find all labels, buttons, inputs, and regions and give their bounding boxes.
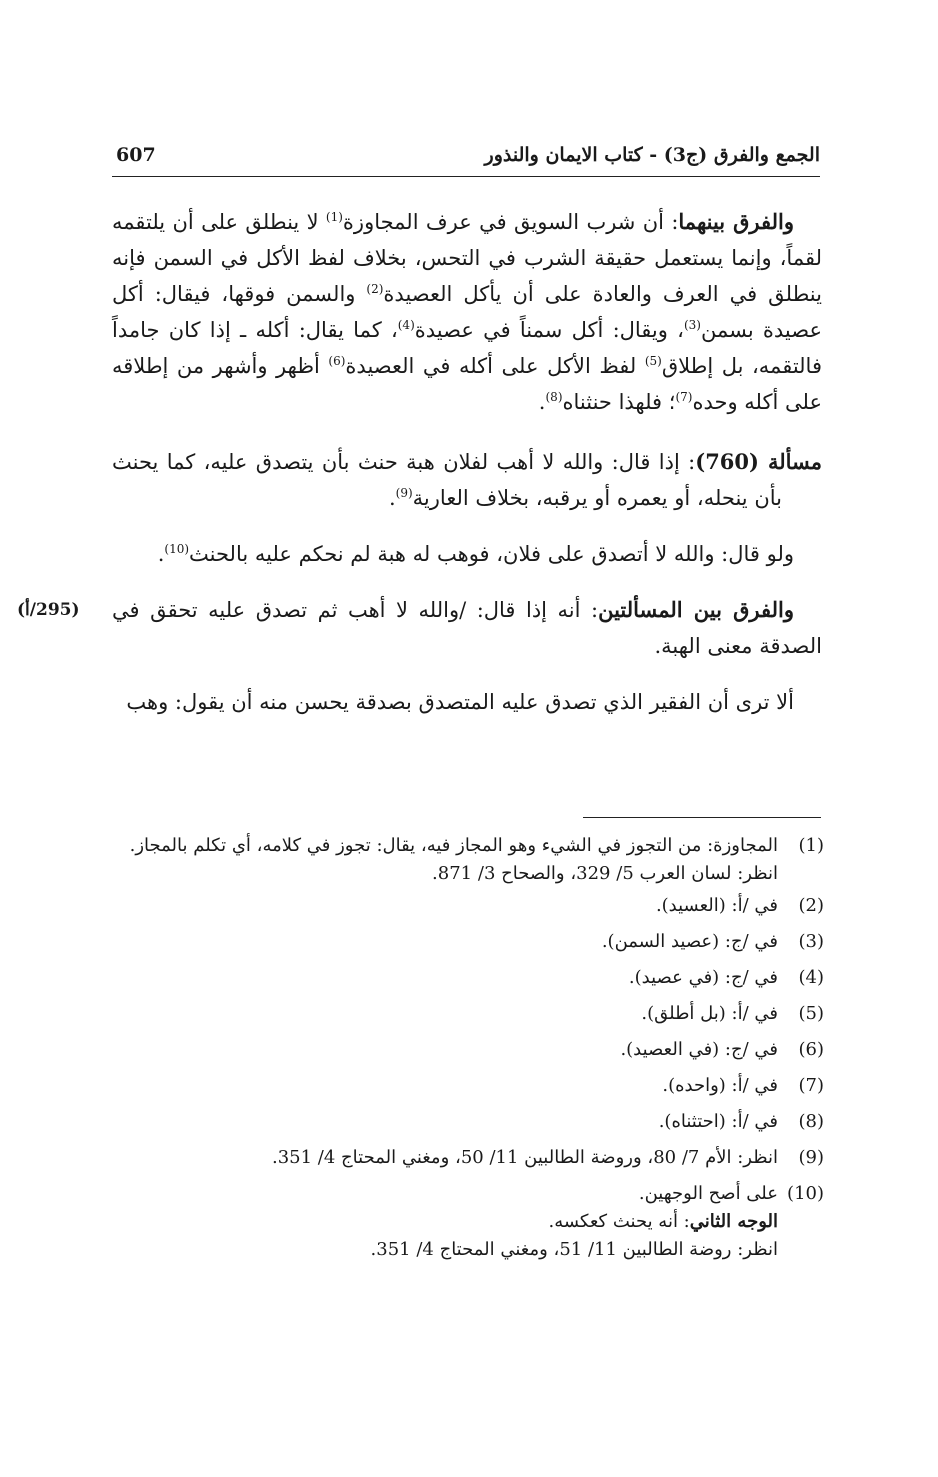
footnote-ref-7[interactable]: (7) xyxy=(675,390,693,404)
footnote-number-text: (5) xyxy=(798,1003,824,1024)
footnote-number xyxy=(778,1032,824,1068)
footnote-number xyxy=(778,832,824,888)
footnote-ref-8[interactable]: (8) xyxy=(545,390,563,404)
footnote-body: في /ج: (في العصيد). xyxy=(620,1039,778,1060)
footnote-ref-10[interactable]: (10) xyxy=(164,542,190,556)
paragraph-counter-case xyxy=(112,536,822,572)
footnote-number xyxy=(778,996,824,1032)
footnote-4 xyxy=(112,960,824,996)
footnote-number-text: (8) xyxy=(798,1111,824,1132)
footnote-3 xyxy=(112,924,824,960)
footnote-number xyxy=(778,1140,824,1176)
footnote-body: في /أ: (بل أطلق). xyxy=(641,1003,778,1024)
footnote-1 xyxy=(112,828,824,888)
footnote-text: المجاوزة: من التجوز في الشيء وهو المجاز فيه، يقال: تجوز في كلامه، أي تكلم بالمجاز. xyxy=(129,835,778,856)
footnote-body: في /أ: (واحده). xyxy=(662,1075,778,1096)
footnote-ref-5[interactable]: (5) xyxy=(644,354,662,368)
footnote-7 xyxy=(112,1068,824,1104)
footnote-number-text: (10) xyxy=(787,1183,824,1204)
footnote-ref-4[interactable]: (4) xyxy=(397,318,415,332)
footnote-body: في /ج: (عصيد السمن). xyxy=(601,931,778,952)
footnote-body xyxy=(112,1180,778,1264)
text-run: ، ويقال: أكل سمناً في عصيدة xyxy=(414,318,684,342)
footnote-6 xyxy=(112,1032,824,1068)
footnote-ref-1[interactable]: (1) xyxy=(325,210,343,224)
text-run: : أنه إذا قال: /والله لا أهب ثم تصدق عليه تحقق في الصدقة معنى الهبة. xyxy=(112,598,822,658)
bold-lead: والفرق بينهما xyxy=(678,209,794,234)
footnote-separator xyxy=(583,817,821,818)
footnote-number-text: (3) xyxy=(798,931,824,952)
text-run: . xyxy=(388,486,396,510)
text-run: والسمن فوقها، فيقال: أكل عصيدة بسمن xyxy=(112,282,823,342)
footnote-number-text: (7) xyxy=(798,1075,824,1096)
footnote-8 xyxy=(112,1104,824,1140)
footnote-body: في /ج: (في عصيد). xyxy=(628,967,778,988)
footnote-reference: انظر: لسان العرب 5/ 329، والصحاح 3/ 871. xyxy=(432,863,778,884)
footnote-body: في /أ: (العسيد). xyxy=(655,895,778,916)
paragraph-difference-2 xyxy=(17,592,822,664)
footnote-body xyxy=(112,832,778,888)
text-run: أظهر وأشهر من إطلاقه على أكله وحده xyxy=(112,354,822,414)
text-run: ولو قال: والله لا أتصدق على فلان، فوهب له هبة لم نحكم عليه بالحنث xyxy=(189,542,794,566)
manuscript-folio-ref: (295/أ) xyxy=(17,600,80,620)
footnote-body: في /أ: (احتثناه). xyxy=(658,1111,778,1132)
page-number: 607 xyxy=(116,144,156,166)
footnote-number xyxy=(778,1068,824,1104)
text-run: : إذا قال: والله لا أهب لفلان هبة حنث بأن يتصدق عليه، كما يحنث بأن ينحله، أو يعمره أو يرقبه، بخلاف العارية xyxy=(112,450,782,510)
text-run: لفظ الأكل على أكله في العصيدة xyxy=(345,354,645,378)
footnote-number-text: (6) xyxy=(798,1039,824,1060)
bold-lead: والفرق بين المسألتين xyxy=(598,597,795,622)
text-run: لا ينطلق على أن يلتقمه لقماً، وإنما يستعمل حقيقة الشرب في التحس، بخلاف لفظ الأكل في السمن فإنه ينطلق في العرف والعادة على أن يأكل العصيدة xyxy=(112,210,822,306)
footnote-number-text: (4) xyxy=(798,967,824,988)
paragraph-difference-1 xyxy=(112,204,822,420)
footnote-text: على أصح الوجهين. xyxy=(638,1183,778,1204)
footnote-ref-6[interactable]: (6) xyxy=(328,354,346,368)
running-head xyxy=(112,140,820,177)
footnote-number xyxy=(778,924,824,960)
text-run: ؛ فلهذا حنثناه xyxy=(562,390,676,414)
running-head-title: الجمع والفرق (ج3) - كتاب الايمان والنذور xyxy=(484,144,820,166)
text-run: . xyxy=(538,390,546,414)
paragraph-continuation xyxy=(112,684,822,720)
footnote-ref-9[interactable]: (9) xyxy=(395,486,413,500)
footnotes xyxy=(112,828,824,1264)
footnote-5 xyxy=(112,996,824,1032)
footnote-number xyxy=(778,1180,824,1264)
footnote-text: : أنه يحنث كعكسه. xyxy=(548,1211,690,1232)
footnote-second-view xyxy=(112,1208,778,1236)
footnote-number xyxy=(778,888,824,924)
footnote-bold-lead: الوجه الثاني xyxy=(689,1211,778,1232)
text-run: ألا ترى أن الفقير الذي تصدق عليه المتصدق بصدقة يحسن منه أن يقول: وهب xyxy=(126,690,794,714)
paragraph-issue-760 xyxy=(112,444,822,516)
footnote-ref-3[interactable]: (3) xyxy=(683,318,701,332)
footnote-number-text: (2) xyxy=(798,895,824,916)
footnote-2 xyxy=(112,888,824,924)
text-run: : أن شرب السويق في عرف المجاوزة xyxy=(342,210,679,234)
main-text xyxy=(17,204,823,720)
footnote-number-text: (1) xyxy=(798,835,824,856)
text-run: . xyxy=(157,542,165,566)
footnote-9 xyxy=(112,1140,824,1176)
footnote-reference: انظر: روضة الطالبين 11/ 51، ومغني المحتاج 4/ 351. xyxy=(370,1239,778,1260)
issue-heading: مسألة (760) xyxy=(695,449,822,474)
footnote-body: انظر: الأم 7/ 80، وروضة الطالبين 11/ 50، ومغني المحتاج 4/ 351. xyxy=(271,1147,778,1168)
text-run: ، كما يقال: أكله ـ إذا كان جامداً فالتقمه، بل إطلاق xyxy=(112,318,822,378)
footnote-10 xyxy=(112,1176,824,1264)
footnote-number xyxy=(778,1104,824,1140)
footnote-number xyxy=(778,960,824,996)
footnote-number-text: (9) xyxy=(798,1147,824,1168)
footnote-ref-2[interactable]: (2) xyxy=(366,282,384,296)
